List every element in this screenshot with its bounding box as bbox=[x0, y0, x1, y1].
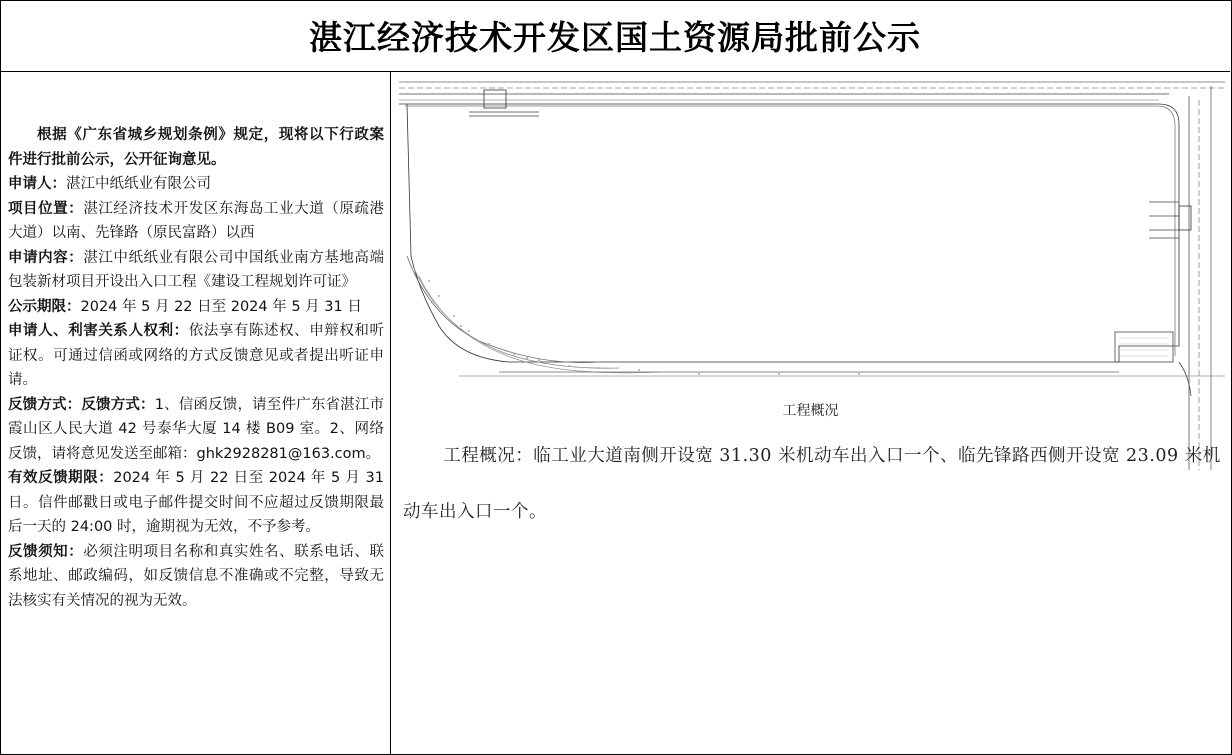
field-value: 湛江中纸纸业有限公司 bbox=[66, 176, 211, 192]
field-label: 申请人、利害关系人权利： bbox=[8, 323, 189, 339]
field-value: 依法享有陈述权、申辩权和听证权。可通过信函或网络的方式反馈意见或者提出听证申请。 bbox=[8, 323, 384, 388]
field-value: 2024 年 5 月 22 日至 2024 年 5 月 31 日。信件邮戳日或电子邮件提交时间不应超过反馈期限最后一天的 24:00 时，逾期视为无效，不予参考。 bbox=[8, 470, 385, 535]
field-content bbox=[8, 246, 384, 295]
field-location bbox=[8, 197, 384, 246]
field-value: 1、信函反馈，请至件广东省湛江市霞山区人民大道 42 号泰华大厦 14 楼 B09 室。2、网络反馈，请将意见发送至邮箱：ghk2928281@163.com。 bbox=[8, 396, 385, 462]
field-feedback-deadline bbox=[8, 466, 384, 540]
project-summary: 工程概况：临工业大道南侧开设宽 31.30 米机动车出入口一个、临先锋路西侧开设宽 23.09 米机动车出入口一个。 bbox=[403, 446, 1221, 522]
field-applicant bbox=[8, 172, 384, 197]
field-label: 项目位置： bbox=[8, 200, 84, 217]
page-title: 湛江经济技术开发区国土资源局批前公示 bbox=[0, 0, 1230, 72]
field-label: 公示期限： bbox=[8, 298, 81, 315]
intro-paragraph: 根据《广东省城乡规划条例》规定，现将以下行政案件进行批前公示，公开征询意见。 bbox=[8, 127, 384, 168]
field-label: 申请内容： bbox=[8, 249, 84, 266]
figure-caption: 工程概况 bbox=[782, 403, 839, 419]
field-period bbox=[8, 295, 384, 320]
field-value: 必须注明项目名称和真实姓名、联系电话、联系地址、邮政编码，如反馈信息不准确或不完整，导致无法核实有关情况的视为无效。 bbox=[8, 543, 384, 609]
field-feedback-method bbox=[8, 393, 384, 467]
field-label: 申请人： bbox=[8, 176, 66, 192]
field-label: 反馈须知： bbox=[8, 543, 84, 560]
field-value: 2024 年 5 月 22 日至 2024 年 5 月 31 日 bbox=[80, 298, 362, 315]
field-label: 反馈方式：反馈方式： bbox=[8, 396, 155, 413]
field-value: 湛江中纸纸业有限公司中国纸业南方基地高端包装新材项目开设出入口工程《建设工程规划许可证》 bbox=[8, 249, 384, 290]
project-panel bbox=[391, 72, 1230, 754]
field-rights bbox=[8, 319, 384, 393]
field-value: 湛江经济技术开发区东海岛工业大道（原疏港大道）以南、先锋路（原民富路）以西 bbox=[8, 200, 384, 241]
notice-text-panel bbox=[8, 123, 384, 613]
field-label: 有效反馈期限： bbox=[8, 470, 114, 486]
field-feedback-notes bbox=[8, 540, 384, 614]
